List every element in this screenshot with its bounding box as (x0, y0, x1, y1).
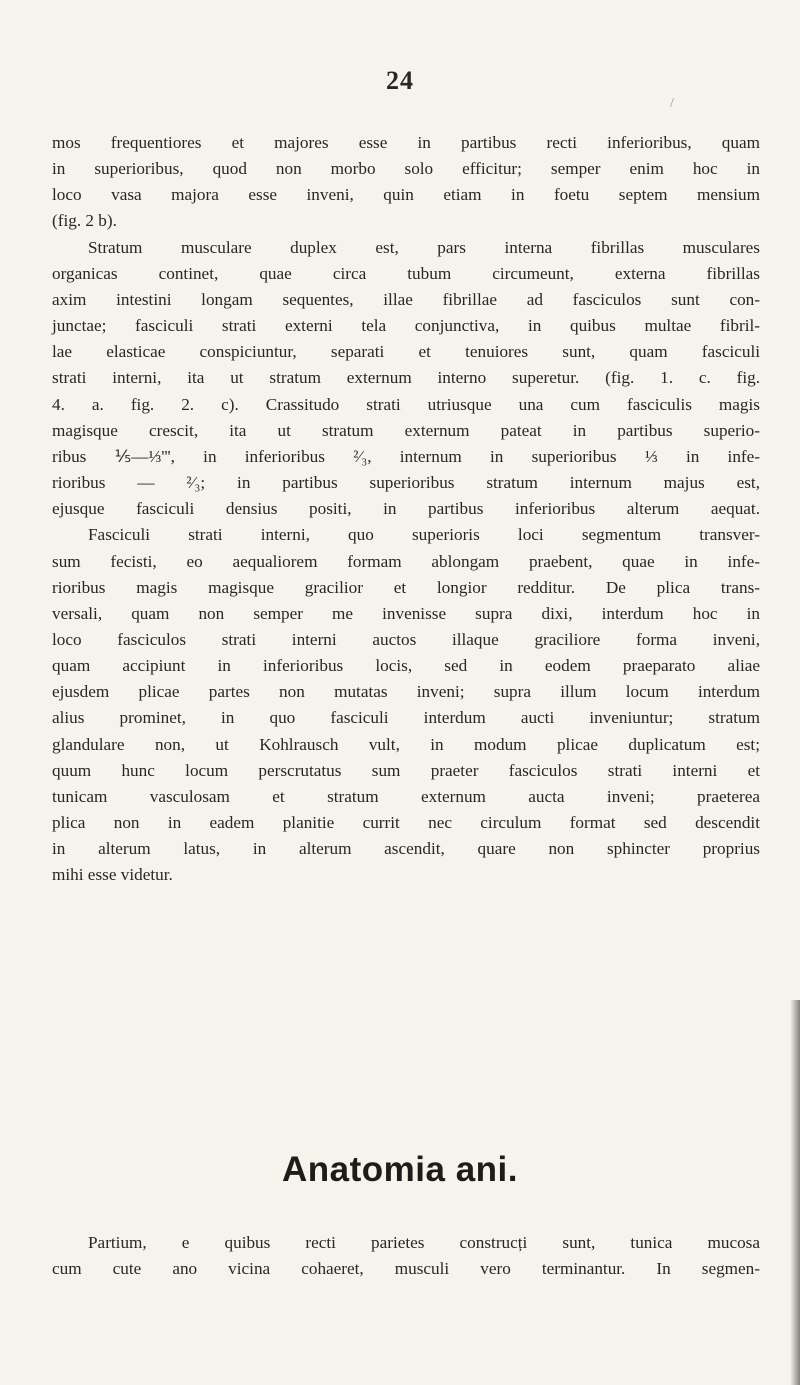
section-heading: Anatomia ani. (282, 1150, 518, 1189)
text-line: alius prominet, in quo fasciculi interdum aucti inveniuntur; stratum (52, 708, 760, 728)
text-line: Stratum musculare duplex est, pars interna fibrillas musculares (88, 237, 760, 257)
stray-mark: / (670, 96, 674, 111)
text-line: quum hunc locum perscrutatus sum praeter fasciculos strati interni et (52, 760, 760, 780)
text-line: rioribus magis magisque gracilior et longior redditur. De plica trans- (52, 577, 760, 597)
text-line: (fig. 2 b). (52, 211, 117, 231)
text-line: cum cute ano vicina cohaeret, musculi vero terminantur. In segmen- (52, 1259, 760, 1279)
section-text (52, 1230, 760, 1282)
text-line: axim intestini longam sequentes, illae fibrillae ad fasciculos sunt con- (52, 289, 760, 309)
text-line: versali, quam non semper me invenisse supra dixi, interdum hoc in (52, 603, 760, 623)
text-line: organicas continet, quae circa tubum circumeunt, externa fibrillas (52, 263, 760, 283)
page-edge-shadow (790, 1000, 800, 1385)
text-line: 4. a. fig. 2. c). Crassitudo strati utriusque una cum fasciculis magis (52, 394, 760, 414)
text-line: Partium, e quibus recti parietes construcți sunt, tunica mucosa (88, 1233, 760, 1252)
text-line: ejusdem plicae partes non mutatas inveni; supra illum locum interdum (52, 682, 760, 702)
page-number: 24 (386, 66, 414, 95)
text-line: loco fasciculos strati interni auctos illaque graciliore forma inveni, (52, 629, 760, 649)
text-line: rioribus — ²⁄₃; in partibus superioribus stratum internum majus est, (52, 473, 760, 493)
text-line: plica non in eadem planitie currit nec circulum format sed descendit (52, 813, 760, 833)
text-line: junctae; fasciculi strati externi tela conjunctiva, in quibus multae fibril- (52, 316, 760, 336)
text-line: mos frequentiores et majores esse in partibus recti inferioribus, quam (52, 133, 760, 152)
text-line: in superioribus, quod non morbo solo efficitur; semper enim hoc in (52, 159, 760, 179)
text-line: lae elasticae conspiciuntur, separati et tenuiores sunt, quam fasciculi (52, 342, 760, 362)
text-line: sum fecisti, eo aequaliorem formam ablongam praebent, quae in infe- (52, 551, 760, 571)
text-line: strati interni, ita ut stratum externum interno superetur. (fig. 1. c. fig. (52, 368, 760, 388)
body-text (52, 130, 760, 889)
text-line: in alterum latus, in alterum ascendit, quare non sphincter proprius (52, 839, 760, 859)
text-line: tunicam vasculosam et stratum externum aucta inveni; praeterea (52, 786, 760, 806)
text-line: ribus ⅕—⅓''', in inferioribus ²⁄₃, internum in superioribus ⅓ in infe- (52, 446, 760, 466)
text-line: quam accipiunt in inferioribus locis, sed in eodem praeparato aliae (52, 656, 760, 676)
text-line: mihi esse videtur. (52, 865, 173, 885)
text-line: ejusque fasciculi densius positi, in partibus inferioribus alterum aequat. (52, 499, 760, 519)
text-line: magisque crescit, ita ut stratum externum pateat in partibus superio- (52, 420, 760, 440)
text-line: loco vasa majora esse inveni, quin etiam in foetu septem mensium (52, 185, 760, 205)
text-line: Fasciculi strati interni, quo superioris loci segmentum transver- (88, 525, 760, 545)
text-line: glandulare non, ut Kohlrausch vult, in modum plicae duplicatum est; (52, 734, 760, 754)
